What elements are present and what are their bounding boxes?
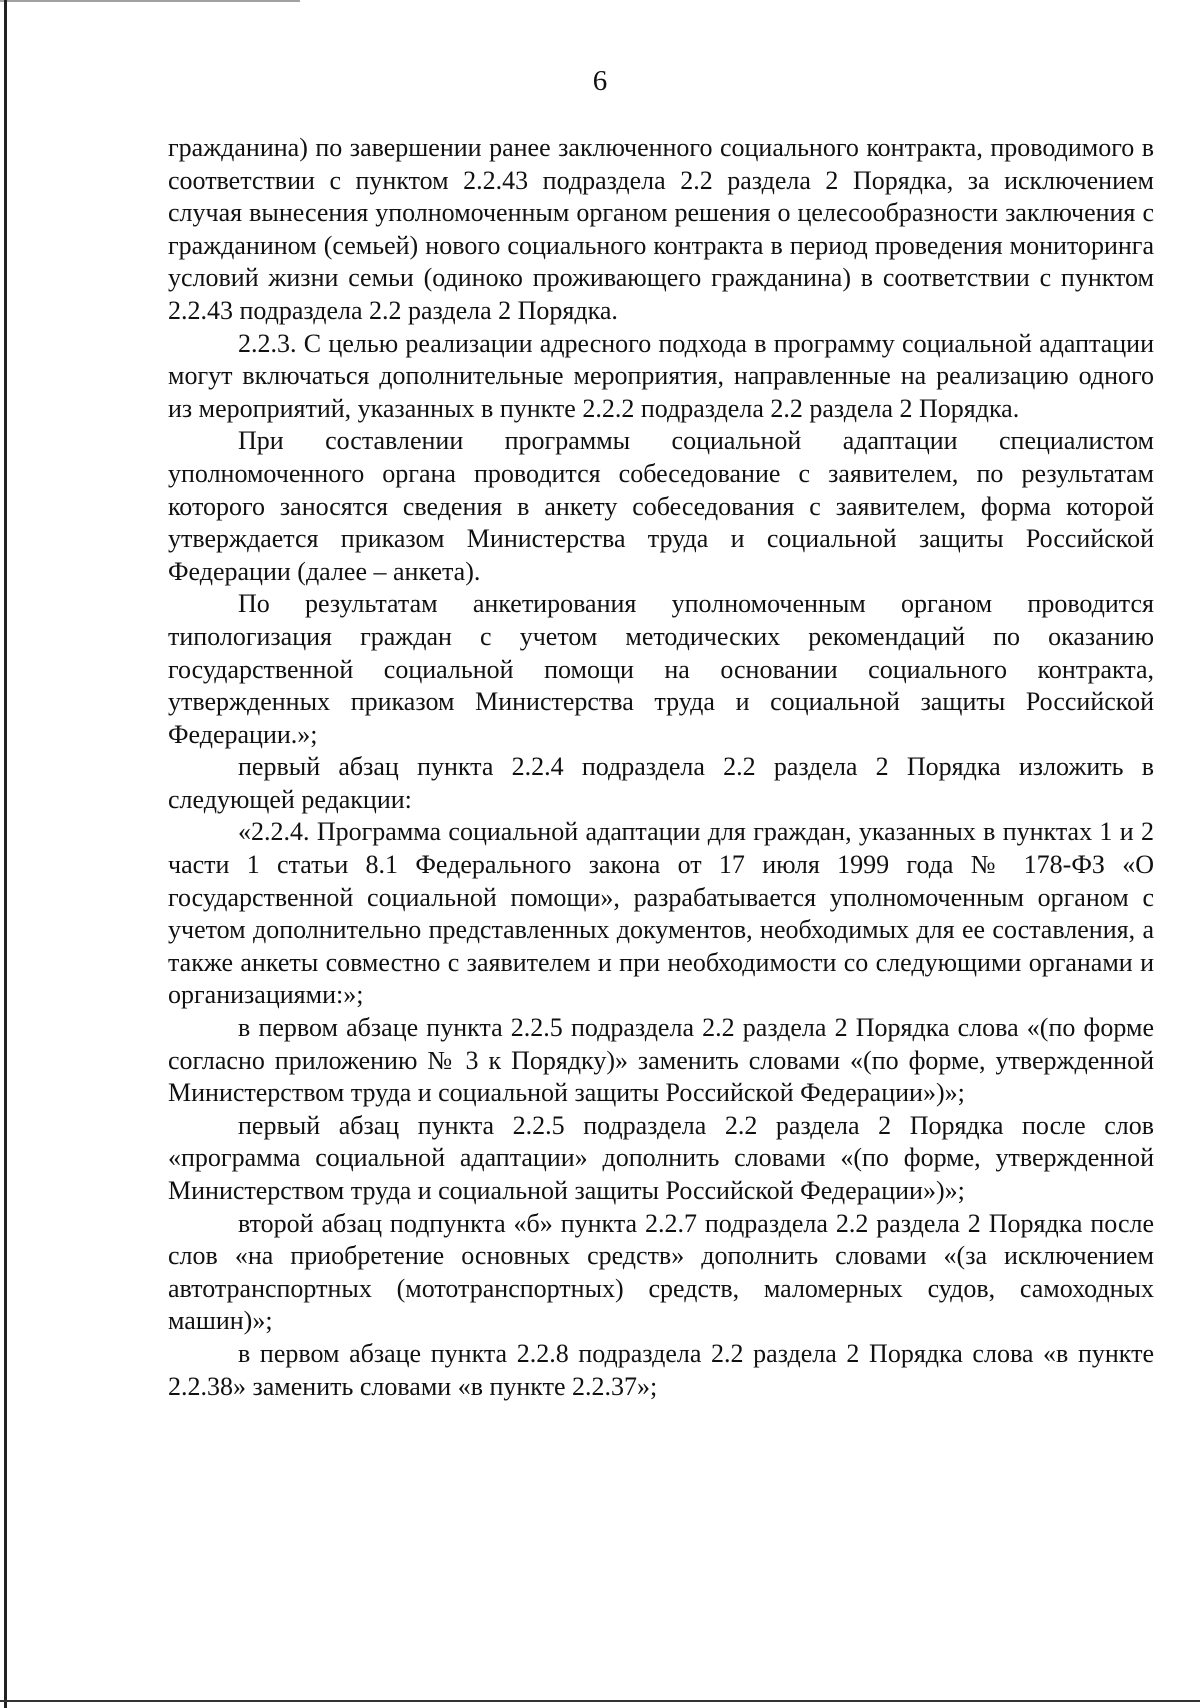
top-edge-line	[0, 0, 300, 2]
paragraph-continuation: гражданина) по завершении ранее заключенного социального контракта, проводимого в соответствии с пунктом 2.2.43 подраздела 2.2 раздела 2 Порядка, за исключением случая вынесения уполномоченным органом решения о целесообразности заключения с гражданином (семьей) нового социального контракта в период проведения мониторинга условий жизни семьи (одиноко проживающего гражданина) в соответствии с пунктом 2.2.43 подраздела 2.2 раздела 2 Порядка.	[168, 133, 1154, 325]
bottom-edge-line	[0, 1700, 1200, 1702]
paragraph-2-2-7: второй абзац подпункта «б» пункта 2.2.7 подраздела 2.2 раздела 2 Порядка после слов «на приобретение основных средств» дополнить словами «(за исключением автотранспортных (мототранспортных) средств, маломерных судов, самоходных машин)»;	[168, 1208, 1154, 1336]
paragraph-2-2-8: в первом абзаце пункта 2.2.8 подраздела 2.2 раздела 2 Порядка слова «в пункте 2.2.38» заменить словами «в пункте 2.2.37»;	[168, 1338, 1154, 1401]
paragraph-2-2-5-words: в первом абзаце пункта 2.2.5 подраздела 2.2 раздела 2 Порядка слова «(по форме согласно приложению № 3 к Порядку)» заменить словами «(по форме, утвержденной Министерством труда и социальной защиты Российской Федерации»)»;	[168, 1013, 1154, 1108]
paragraph-2-2-3: 2.2.3. С целью реализации адресного подхода в программу социальной адаптации могут включаться дополнительные мероприятия, направленные на реализацию одного из мероприятий, указанных в пункте 2.2.2 подраздела 2.2 раздела 2 Порядка.	[168, 328, 1154, 423]
paragraph-2-2-4-intro: первый абзац пункта 2.2.4 подраздела 2.2 раздела 2 Порядка изложить в следующей редакции:	[168, 752, 1154, 814]
paragraph-2-2-4-text: «2.2.4. Программа социальной адаптации для граждан, указанных в пунктах 1 и 2 части 1 статьи 8.1 Федерального закона от 17 июля 1999 года № 178-ФЗ «О государственной социальной помощи», разрабатывается уполномоченным органом с учетом дополнительно представленных документов, необходимых для ее составления, а также анкеты совместно с заявителем и при необходимости со следующими органами и организациями:»;	[168, 817, 1154, 1010]
left-margin-line	[4, 0, 7, 1708]
paragraph-2-2-5-addition: первый абзац пункта 2.2.5 подраздела 2.2 раздела 2 Порядка после слов «программа социальной адаптации» дополнить словами «(по форме, утвержденной Министерством труда и социальной защиты Российской Федерации»)»;	[168, 1110, 1154, 1205]
paragraph-typology: По результатам анкетирования уполномоченным органом проводится типологизация граждан с учетом методических рекомендаций по оказанию государственной социальной помощи на основании социального контракта, утвержденных приказом Министерства труда и социальной защиты Российской Федерации.»;	[168, 589, 1154, 749]
paragraph-interview: При составлении программы социальной адаптации специалистом уполномоченного органа проводится собеседование с заявителем, по результатам которого заносятся сведения в анкету собеседования с заявителем, форма которой утверждается приказом Министерства труда и социальной защиты Российской Федерации (далее – анкета).	[168, 426, 1154, 586]
document-body	[168, 132, 1154, 1403]
page-number: 6	[592, 65, 608, 97]
